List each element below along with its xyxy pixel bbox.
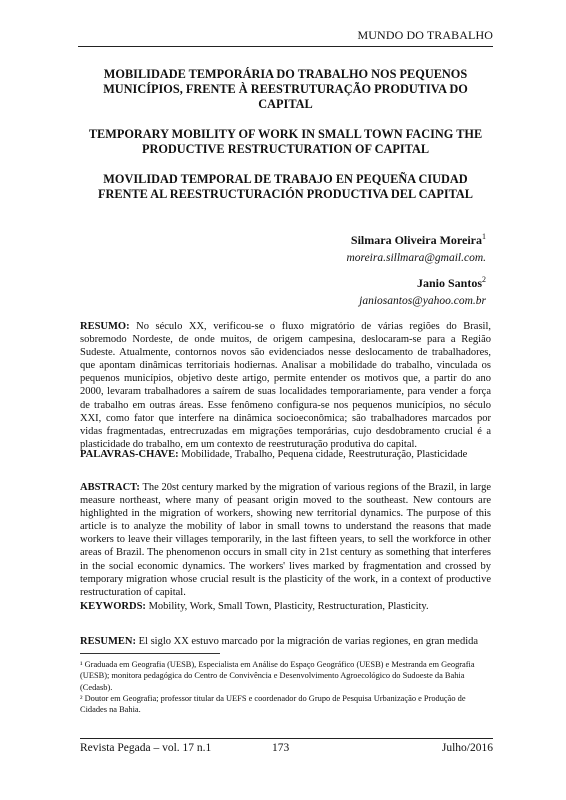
footer-page-number: 173 bbox=[272, 742, 290, 754]
footer-date: Julho/2016 bbox=[441, 742, 493, 754]
palavras-chave-label: PALAVRAS-CHAVE: bbox=[80, 449, 179, 460]
footnotes bbox=[80, 659, 491, 715]
author-note-2: 2 bbox=[482, 275, 486, 284]
resumen-label: RESUMEN: bbox=[80, 636, 137, 647]
footnote-rule bbox=[80, 653, 220, 654]
abstract-paragraph bbox=[80, 481, 491, 599]
title-english: TEMPORARY MOBILITY OF WORK IN SMALL TOWN FACING THE PRODUCTIVE RESTRUCTURATION OF CAPITAL bbox=[88, 127, 483, 156]
author-name-2-text: Janio Santos bbox=[416, 276, 482, 290]
header-rule bbox=[78, 46, 493, 47]
author-name-1-text: Silmara Oliveira Moreira bbox=[350, 233, 482, 247]
footnote-2: ² Doutor em Geografia; professor titular da UEFS e coordenador do Grupo de Pesquisa Urbanização e Produção de Cidades na Bahia. bbox=[80, 693, 466, 715]
resumen-paragraph bbox=[80, 635, 491, 648]
footer-rule bbox=[80, 738, 493, 739]
author-name-2 bbox=[359, 275, 486, 291]
abstract-text: The 20st century marked by the migration of various regions of the Brazil, in large measure northeast, where many of peasant origin moved to the southeast. New contours are highlighted in the migration of workers, showing new territorial dynamics. The purpose of this article is to analyze the mobility of labor in small towns to understand the reasons that made workers to leave their villages temporarily, in the last fifteen years, to sell the workforce in other areas of Brazil. The phenomenon occurs in small city in 21st century as something that interferes in the social economic dynamics. The workers' lives marked by fragmentation and crossed by temporary migration whose crucial result is the plasticity of the work, in a context of productive restructuration of capital. bbox=[80, 482, 491, 598]
palavras-chave-paragraph bbox=[80, 448, 491, 461]
keywords-label: KEYWORDS: bbox=[80, 601, 146, 612]
author-note-1: 1 bbox=[482, 232, 486, 241]
abstract-label: ABSTRACT: bbox=[80, 482, 140, 493]
author-email-2[interactable]: janiosantos@yahoo.com.br bbox=[359, 295, 486, 307]
keywords-text: Mobility, Work, Small Town, Plasticity, Restructuration, Plasticity. bbox=[148, 601, 429, 612]
resumo-label: RESUMO: bbox=[80, 321, 130, 332]
title-portuguese: MOBILIDADE TEMPORÁRIA DO TRABALHO NOS PEQUENOS MUNICÍPIOS, FRENTE À REESTRUTURAÇÃO PRODUTIVA DO CAPITAL bbox=[103, 67, 468, 111]
author-block-1 bbox=[346, 232, 486, 264]
author-name-1 bbox=[346, 232, 486, 248]
author-block-2 bbox=[359, 275, 486, 307]
title-spanish: MOVILIDAD TEMPORAL DE TRABAJO EN PEQUEÑA CIUDAD FRENTE AL REESTRUCTURACIÓN PRODUCTIVA DEL CAPITAL bbox=[97, 172, 473, 201]
palavras-chave-text: Mobilidade, Trabalho, Pequena cidade, Reestruturação, Plasticidade bbox=[181, 449, 468, 460]
running-header: MUNDO DO TRABALHO bbox=[357, 28, 493, 42]
resumo-paragraph bbox=[80, 320, 491, 451]
footnote-1: ¹ Graduada em Geografia (UESB), Especialista em Análise do Espaço Geográfico (UESB) e Mestranda em Geografia (UESB); monitora pedagógica do Centro de Convivência e Desenvolvimento Agroecológico do Sudoeste da Bahia (Cedasb). bbox=[80, 660, 475, 692]
author-email-1[interactable]: moreira.sillmara@gmail.com. bbox=[346, 252, 486, 264]
resumen-text: El siglo XX estuvo marcado por la migración de varias regiones, en gran medida bbox=[138, 636, 479, 647]
resumo-text: No século XX, verificou-se o fluxo migratório de várias regiões do Brasil, sobremodo Nordeste, de onde muitos, de origem campesina, deslocaram-se para a Região Sudeste. Atualmente, contornos novos são evidenciados nesse deslocamento de trabalhadores, que apontam dinâmicas territoriais hodiernas. Analisar a mobilidade do trabalho, vinculada os pequenos municípios, objetivo deste artigo, permite entender os motivos que, a partir do ano 2000, levaram trabalhadores a saírem de suas localidades temporariamente, para vender a força de trabalho em outras áreas. Esse fenômeno configura-se nos pequenos municípios, no século XXI, como fator que interfere na dinâmica socioeconômica; são trabalhadores marcados por vidas fragmentadas, entrecruzadas em migrações temporárias, cujo desdobramento crucial é a plasticidade do trabalho, em um contexto de reestruturação produtiva do capital. bbox=[80, 321, 491, 450]
footer-journal: Revista Pegada – vol. 17 n.1 bbox=[80, 742, 212, 754]
keywords-paragraph bbox=[80, 600, 491, 613]
